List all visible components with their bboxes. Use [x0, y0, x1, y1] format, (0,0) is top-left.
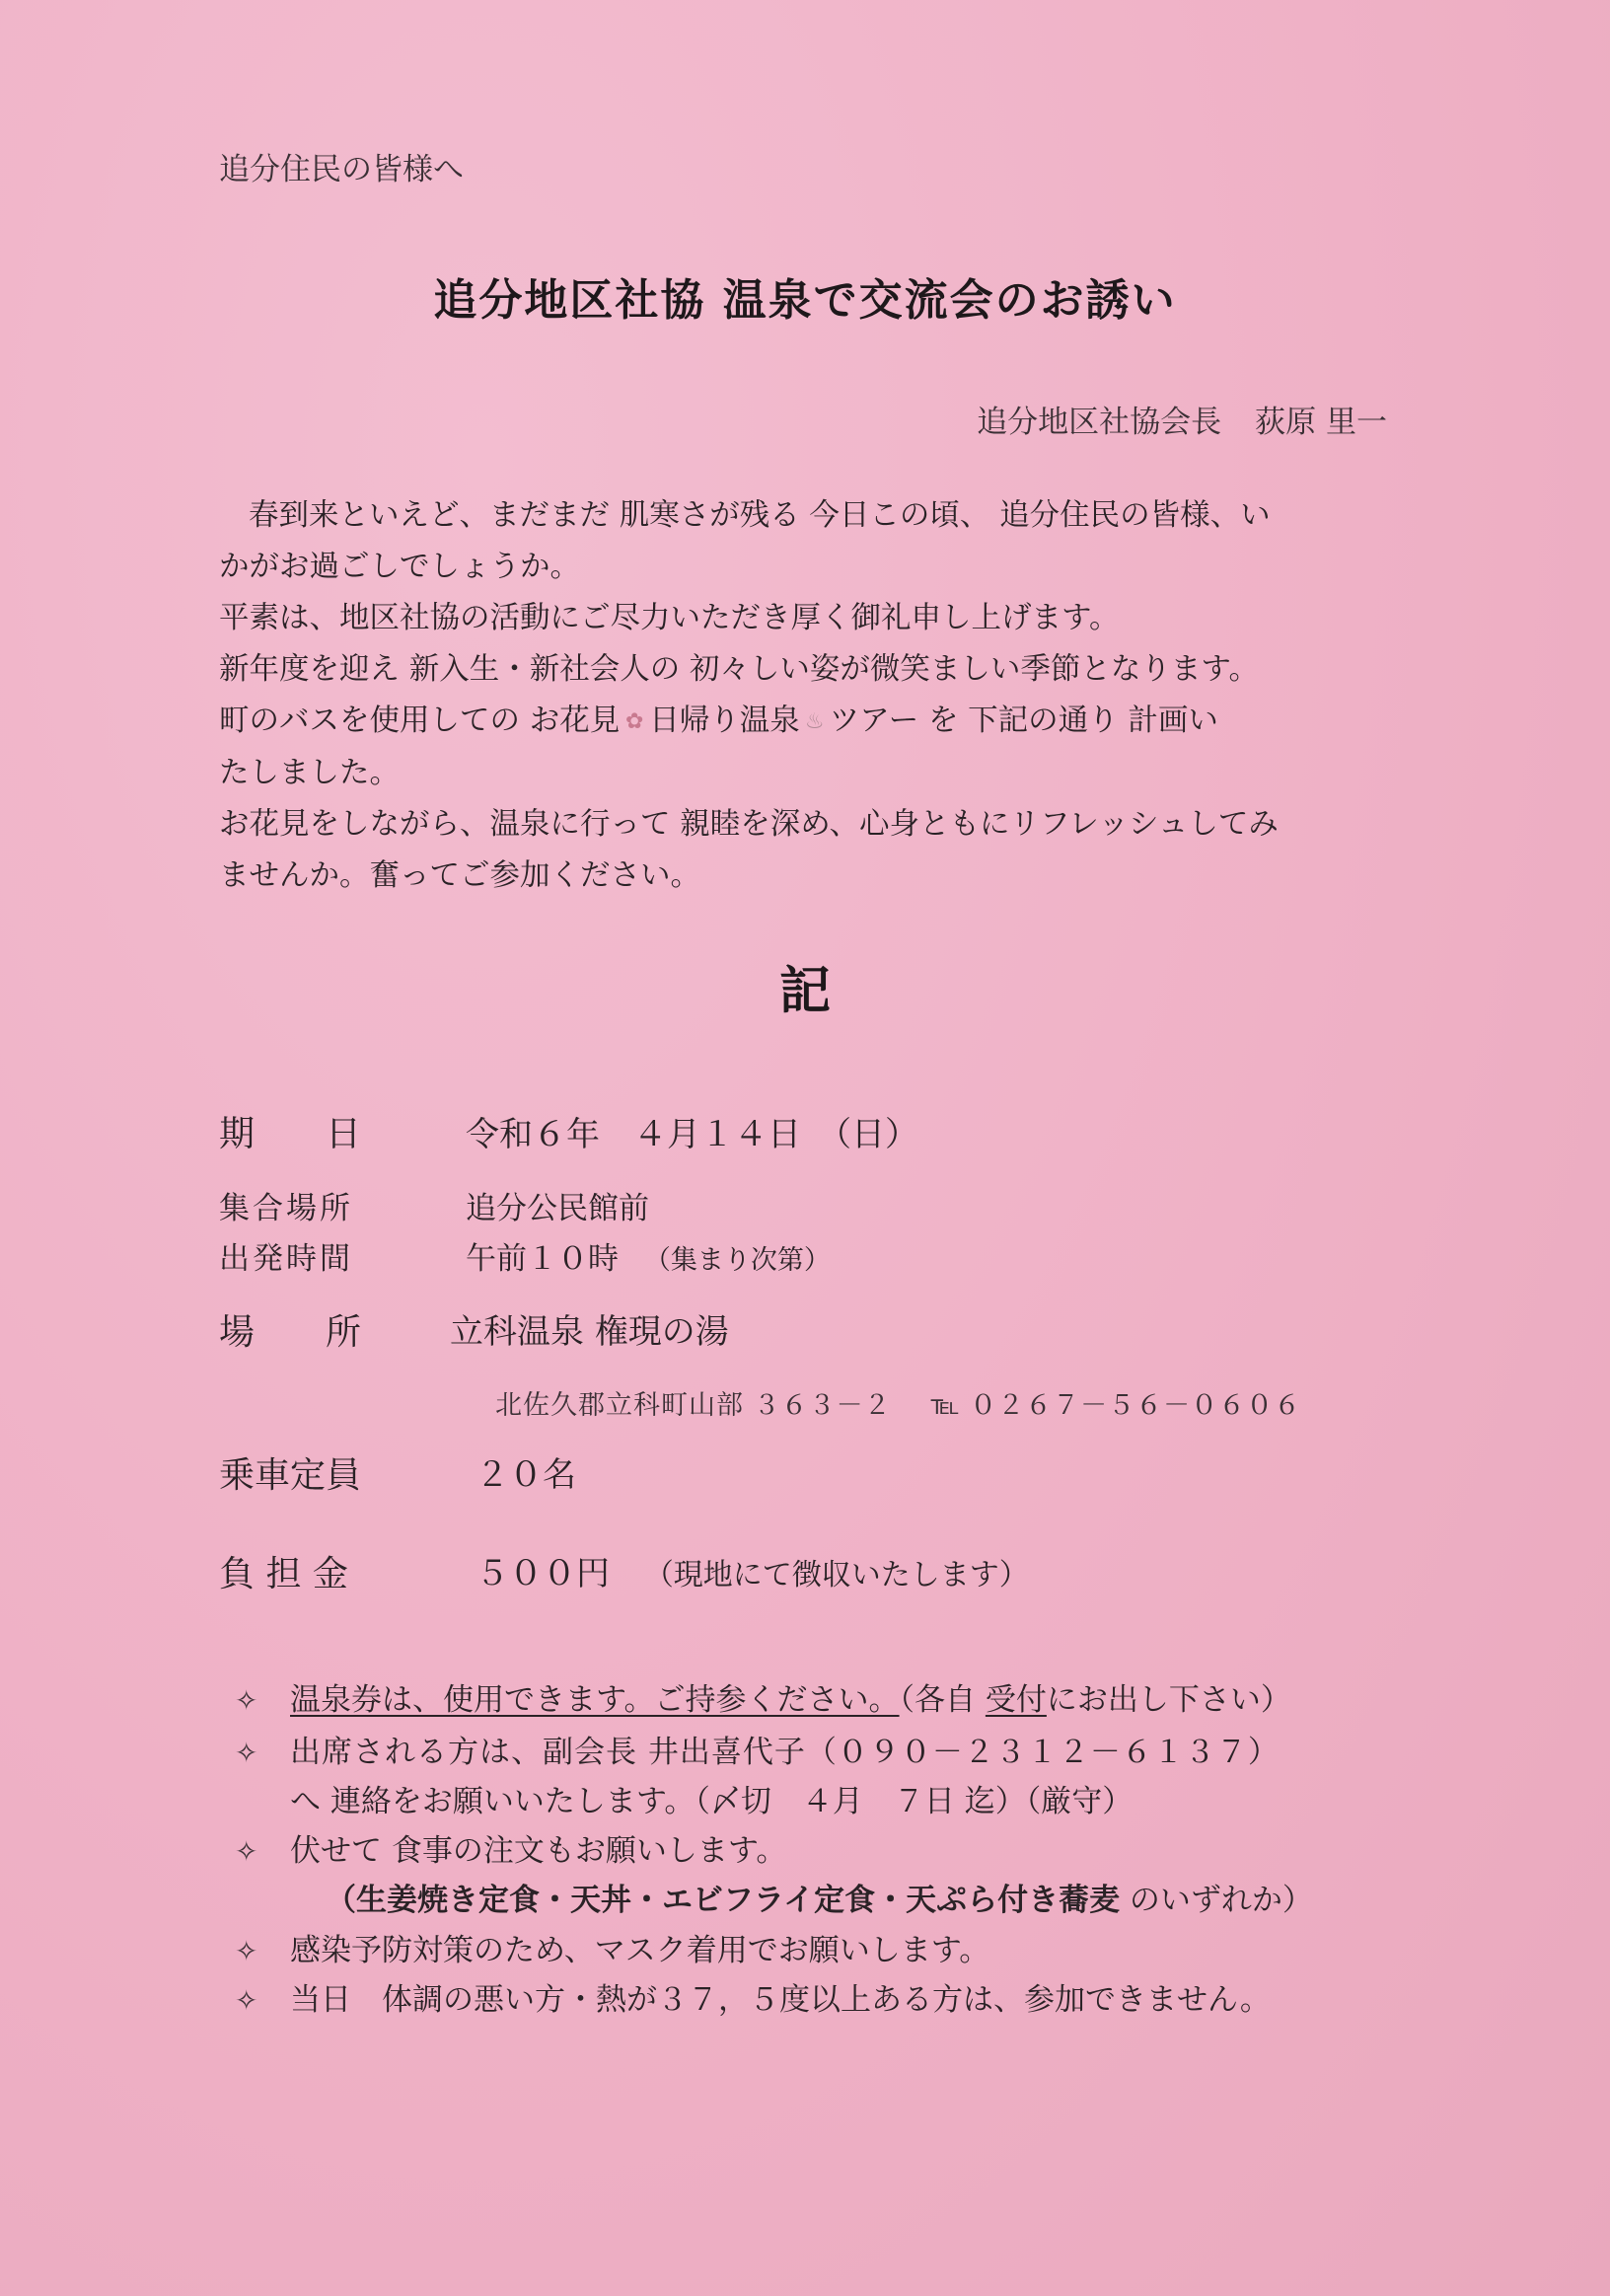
capacity-label: 乗車定員 — [219, 1455, 362, 1496]
note-text: 受付 — [985, 1682, 1047, 1718]
departure-time-label: 出発時間 — [219, 1241, 353, 1277]
sparkle-icon: ✧ — [235, 1935, 258, 1967]
note-item — [235, 1974, 1271, 2019]
addressee: 追分住民の皆様へ — [219, 152, 464, 187]
note-text: にお出し下さい） — [1046, 1682, 1291, 1718]
note-item — [235, 1925, 989, 1969]
note-text: 出席される方は、副会長 井出喜代子（０９０－２３１２－６１３７） — [290, 1735, 1280, 1770]
body-text: ツアー を 下記の通り 計画い — [829, 704, 1218, 738]
body-line — [219, 696, 1393, 748]
sparkle-icon: ✧ — [235, 1835, 258, 1868]
departure-time: 午前１０時 — [466, 1241, 619, 1277]
sparkle-icon: ✧ — [235, 1984, 258, 2017]
body-line: かがお過ごしでしょうか。 — [219, 550, 580, 584]
note-continuation — [326, 1875, 1313, 1919]
body-line: たしました。 — [219, 756, 400, 790]
date-value: 令和６年 ４月１４日 （日） — [466, 1115, 918, 1154]
greeting-paragraph — [219, 490, 1393, 902]
body-line: 新年度を迎え 新入生・新社会人の 初々しい姿が微笑ましい季節となります。 — [219, 652, 1259, 687]
note-item — [235, 1674, 1291, 1719]
capacity-value: ２０名 — [476, 1455, 576, 1495]
venue-label: 場 所 — [219, 1312, 362, 1353]
fee-label: 負 担 金 — [219, 1554, 348, 1594]
body-text: 日帰り温泉 — [649, 704, 800, 738]
date-label: 期 日 — [219, 1114, 362, 1154]
fee-amount: ５００円 — [476, 1554, 610, 1593]
note-text: 伏せて 食事の注文もお願いします。 — [290, 1833, 787, 1869]
phone-text: ℡ ０２６７－５６－０６０６ — [930, 1390, 1302, 1421]
menu-options: （生姜焼き定食・天丼・エビフライ定食・天ぷら付き蕎麦 — [326, 1883, 1121, 1918]
note-text: 当日 体調の悪い方・熱が３７，５度以上ある方は、参加できません。 — [290, 1982, 1271, 2018]
departure-note: （集まり次第） — [643, 1245, 831, 1276]
departure-time-value — [466, 1233, 831, 1278]
menu-options-tail: のいずれか） — [1120, 1883, 1313, 1918]
body-line: お花見をしながら、温泉に行って 親睦を深め、心身ともにリフレッシュしてみ — [219, 807, 1279, 842]
note-item — [235, 1825, 786, 1870]
note-text: 温泉券は、使用できます。ご持参ください。 — [290, 1682, 900, 1718]
fee-value — [476, 1546, 1029, 1594]
ki-heading: 記 — [778, 962, 831, 1021]
sender-role: 追分地区社協会長 — [977, 405, 1222, 440]
sparkle-icon: ✧ — [235, 1737, 259, 1769]
address-text: 北佐久郡立科町山部 ３６３－２ — [495, 1390, 892, 1421]
note-text: （各自 — [899, 1682, 986, 1718]
venue-address — [495, 1383, 1301, 1422]
sender-name: 荻原 里一 — [1255, 405, 1387, 440]
note-continuation: へ 連絡をお願いいたします。（〆切 ４月 ７日 迄）（厳守） — [290, 1784, 1134, 1819]
venue-value: 立科温泉 権現の湯 — [450, 1312, 729, 1352]
cherry-blossom-icon: ✿ — [624, 709, 644, 734]
note-item — [235, 1727, 1280, 1771]
body-line: 平素は、地区社協の活動にご尽力いただき厚く御礼申し上げます。 — [219, 601, 1120, 635]
body-line: ませんか。奮ってご参加ください。 — [219, 858, 700, 893]
fee-note: （現地にて徴収いたします） — [643, 1558, 1029, 1592]
meeting-place-value: 追分公民館前 — [466, 1191, 649, 1226]
meeting-place-label: 集合場所 — [219, 1191, 353, 1226]
page-title: 追分地区社協 温泉で交流会のお誘い — [433, 275, 1177, 326]
body-text: 町のバスを使用しての お花見 — [219, 704, 621, 738]
hot-spring-icon: ♨ — [804, 709, 825, 734]
note-text: 感染予防対策のため、マスク着用でお願いします。 — [290, 1933, 990, 1968]
sender — [977, 397, 1387, 441]
sparkle-icon: ✧ — [235, 1684, 258, 1717]
body-line: 春到来といえど、まだまだ 肌寒さが残る 今日この頃、 追分住民の皆様、い — [249, 498, 1271, 533]
